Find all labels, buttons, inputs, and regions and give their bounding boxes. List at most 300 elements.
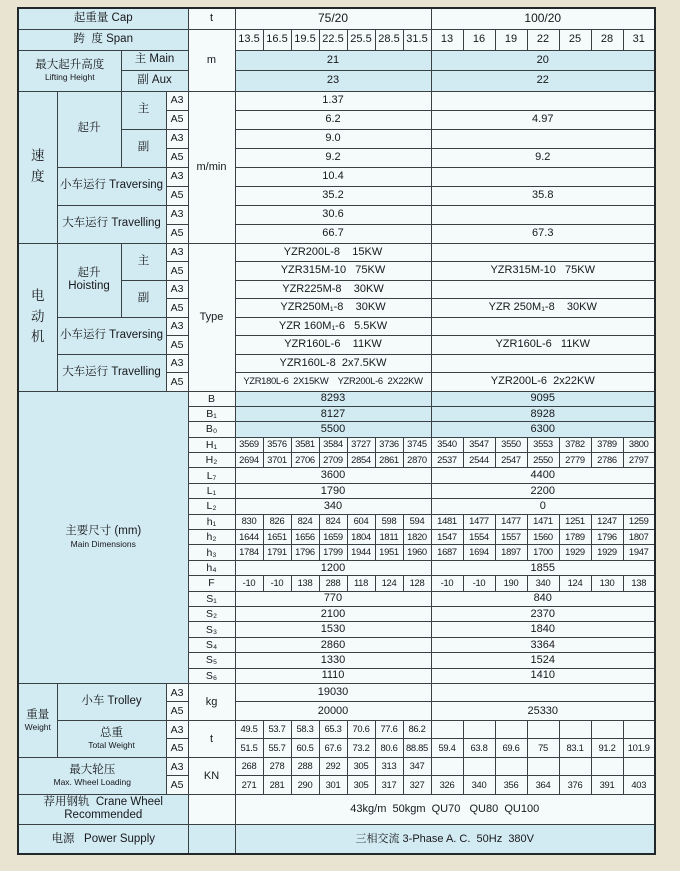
motor-traversing-label [57,317,166,354]
value-cell [431,622,655,637]
value-cell [495,453,527,468]
value-cell [235,317,431,336]
value-cell [431,468,655,483]
cell-text: t [209,732,214,745]
value-cell [166,186,188,205]
dim-row-label [188,576,235,591]
cell-subtext: Max. Wheel Loading [53,777,131,788]
value-cell [527,720,559,739]
value-cell [235,406,431,421]
value-cell [166,224,188,243]
cell-text: 340 [535,576,551,588]
cell-text: 2779 [565,453,585,465]
value-cell [166,243,188,262]
table-row [18,8,655,29]
value-cell [527,545,559,560]
total-weight-label [57,720,166,757]
weight-section-label [18,683,57,757]
cell-text: 138 [631,576,647,588]
value-cell [431,560,655,575]
value-cell [291,453,319,468]
table-row [18,243,655,262]
cell-text: YZR160L-6 11KW [495,338,591,351]
cell-text: 1687 [437,546,457,558]
cell-text: 49.5 [240,723,258,735]
value-cell [291,720,319,739]
dim-row-label [188,391,235,406]
value-cell [431,739,463,758]
value-cell [623,720,655,739]
value-cell [347,739,375,758]
dim-row-label [188,653,235,668]
cell-text: 70.6 [352,723,370,735]
value-cell [403,530,431,545]
value-cell [166,129,188,148]
value-cell [235,591,431,606]
value-cell [235,560,431,575]
dim-row-label [188,514,235,529]
cell-text: YZR160L-8 2x7.5KW [279,356,387,369]
value-cell [527,739,559,758]
cell-text: 268 [241,760,257,772]
value-cell [166,110,188,129]
value-cell [431,668,655,683]
cell-text: 1784 [239,546,259,558]
value-cell [463,530,495,545]
value-cell [431,243,655,262]
value-cell [235,530,263,545]
cell-text: 86.2 [408,723,426,735]
value-cell [235,336,431,355]
max-wheel-loading-label [18,757,166,794]
cell-text: h₄ [206,561,217,574]
unit-t-weight [188,720,235,757]
cell-text: 三相交流 3-Phase A. C. 50Hz 380V [355,832,535,845]
cell-text: 3547 [469,438,489,450]
value-cell [463,437,495,452]
cell-text: 1330 [320,654,346,667]
value-cell [291,576,319,591]
cell-text: 2706 [295,453,315,465]
cell-text: 9.0 [325,132,341,145]
value-cell [431,437,463,452]
value-cell [235,110,431,129]
cell-text: 100/20 [524,10,562,25]
motor-main-label [121,243,166,280]
value-cell [347,514,375,529]
value-cell [375,514,403,529]
cell-text: 2860 [320,638,346,651]
cell-text: 小车运行 Traversing [59,328,164,341]
value-cell [431,50,655,70]
cell-text: 51.5 [240,741,258,753]
cell-text: A5 [170,705,184,718]
cell-text: 19030 [317,686,349,699]
value-cell [166,167,188,186]
cell-text: A5 [170,113,184,126]
value-cell [235,50,431,70]
cell-text: B₀ [205,423,218,436]
cell-text: B [207,392,215,405]
cell-text: YZR315M-10 75KW [490,264,596,277]
cell-text: 1960 [407,546,427,558]
value-cell [623,530,655,545]
cell-text: 63.8 [470,741,488,753]
cell-text: YZR225M-8 30KW [282,282,384,295]
cell-subtext: Weight [24,721,51,732]
cell-text: S₅ [205,654,218,667]
cell-text: 43kg/m 50kgm QU70 QU80 QU100 [350,803,540,816]
unit-kn [188,757,235,794]
cell-text: 69.6 [502,741,520,753]
value-cell [319,576,347,591]
speed-section-label [18,91,57,243]
cell-text: A5 [170,189,184,202]
cell-text: 副 [137,291,150,304]
value-cell [463,29,495,50]
cell-text: 23 [326,74,340,87]
value-cell [527,437,559,452]
value-cell [431,391,655,406]
cell-text: 35.8 [532,189,554,202]
value-cell [559,776,591,795]
motor-section-label [18,243,57,391]
value-cell [403,545,431,560]
cell-text: 35.2 [322,189,344,202]
cell-text: 6.2 [325,113,341,126]
cell-text: 1477 [501,515,521,527]
value-cell [375,757,403,776]
value-cell [166,757,188,776]
cell-text: YZR250M₁-8 30KW [280,301,386,314]
cell-text: 598 [381,515,397,527]
value-cell [291,29,319,50]
value-cell [463,757,495,776]
value-cell [495,437,527,452]
value-cell [559,437,591,452]
value-cell [559,739,591,758]
value-cell [166,148,188,167]
value-cell [263,530,291,545]
value-cell [235,354,431,373]
cell-text: h₂ [206,531,217,544]
value-cell [235,468,431,483]
value-cell [463,453,495,468]
cell-text: 1811 [379,530,399,542]
speed-travelling-label [57,205,166,243]
cell-text: YZR 160M₁-6 5.5KW [278,319,388,332]
value-cell [431,224,655,243]
value-cell [403,739,431,758]
cell-text: YZR200L-6 2x22KW [490,375,595,388]
value-cell [319,453,347,468]
cell-text: 跨 度 Span [73,32,133,45]
value-cell [623,757,655,776]
cell-text: 3584 [323,438,343,450]
value-cell [559,720,591,739]
value-cell [463,545,495,560]
cell-text: 824 [297,515,313,527]
value-cell [347,29,375,50]
value-cell [235,653,431,668]
cell-text: 3569 [239,438,259,450]
cell-text: 起升 Hoisting [68,266,110,292]
cell-text: 75 [538,741,548,753]
cell-text: 1524 [530,654,555,667]
value-cell [527,530,559,545]
cell-text: 327 [409,778,425,790]
speed-traversing-label [57,167,166,205]
dim-row-label [188,545,235,560]
value-cell [235,776,263,795]
cell-text: 55.7 [268,741,286,753]
value-cell [235,483,431,498]
cell-text: 2854 [351,453,371,465]
value-cell [623,545,655,560]
value-cell [235,453,263,468]
cell-text: 1481 [437,515,457,527]
value-cell [235,29,263,50]
cell-text: 1789 [565,530,585,542]
cell-text: 128 [409,576,425,588]
cell-text: S₂ [205,608,218,621]
table-row [18,794,655,824]
value-cell [431,29,463,50]
value-cell [431,591,655,606]
value-cell [431,453,463,468]
cell-text: L₂ [206,500,217,513]
value-cell [431,499,655,514]
dim-row-label [188,499,235,514]
value-cell [431,186,655,205]
value-cell [431,483,655,498]
value-cell [347,437,375,452]
cell-text: 22.5 [322,33,344,46]
value-cell [347,545,375,560]
value-cell [319,757,347,776]
cell-text: 19.5 [294,33,316,46]
value-cell [623,514,655,529]
cell-text: 340 [471,778,487,790]
cell-text: 1807 [628,530,649,542]
cell-text: 20000 [317,704,349,717]
cell-text: 77.6 [380,723,398,735]
cell-text: 3727 [351,438,371,450]
value-cell [431,406,655,421]
value-cell [431,129,655,148]
cell-text: L₁ [206,485,217,497]
rail-recommended-label [18,794,188,824]
cell-text: 594 [409,515,425,527]
value-cell [319,514,347,529]
value-cell [403,453,431,468]
table-row [18,757,655,776]
cell-text: 301 [325,778,341,790]
cell-text: H₂ [205,454,218,467]
value-cell [591,453,623,468]
cell-text: 2537 [437,453,457,465]
value-cell [235,129,431,148]
value-cell [319,739,347,758]
value-cell [559,757,591,776]
value-cell [591,739,623,758]
cell-text: 53.7 [268,723,286,735]
cell-text: 1947 [628,546,649,558]
value-cell [403,514,431,529]
value-cell [591,29,623,50]
cell-text: 88.85 [406,741,428,753]
cell-text: 190 [503,576,519,588]
cell-text: A3 [170,208,184,221]
cell-text: 75/20 [317,10,349,25]
value-cell [291,437,319,452]
cell-text: 1694 [469,546,489,558]
motor-aux-label [121,280,166,317]
spec-table-body [18,8,655,854]
cell-text: 1944 [351,546,371,558]
cell-text: A3 [170,283,184,296]
cell-text: 总重 [100,727,123,740]
cell-text: 288 [325,576,341,588]
unit-t [188,8,235,29]
value-cell [319,720,347,739]
cell-subtext: Main Dimensions [70,538,136,549]
value-cell [263,514,291,529]
cell-text: 电动机 [31,287,45,345]
value-cell [431,299,655,318]
value-cell [431,317,655,336]
cell-text: 403 [631,778,647,790]
cell-text: 4.97 [532,113,554,126]
cell-text: 3364 [530,638,555,651]
capacity-100-20 [431,8,655,29]
cell-text: 2100 [320,607,346,620]
dim-row-label [188,530,235,545]
value-cell [235,299,431,318]
value-cell [591,776,623,795]
value-cell [495,776,527,795]
value-cell [495,545,527,560]
value-cell [347,757,375,776]
value-cell [235,243,431,262]
cell-text: 1700 [533,546,553,558]
value-cell [431,653,655,668]
cell-text: 2786 [597,453,617,465]
value-cell [495,29,527,50]
value-cell [235,720,263,739]
value-cell [166,91,188,110]
cell-text: YZR160L-6 11KW [284,338,382,351]
cell-text: 1820 [407,530,427,542]
unit-m [188,29,235,91]
cell-text: A3 [170,320,184,333]
table-row [18,317,655,336]
cell-text: 3789 [597,438,617,450]
value-cell [375,739,403,758]
table-row [18,205,655,224]
value-cell [375,437,403,452]
cell-text: A3 [170,723,184,736]
value-cell [431,280,655,299]
value-cell [166,280,188,299]
table-row [18,354,655,373]
cell-text: 1200 [320,561,346,574]
cell-text: 16 [472,33,486,46]
value-cell [431,606,655,621]
value-cell [319,776,347,795]
value-cell [527,576,559,591]
cell-text: 376 [567,778,583,790]
value-cell [235,637,431,652]
dim-row-label [188,483,235,498]
value-cell [431,205,655,224]
value-cell [403,437,431,452]
value-cell [263,720,291,739]
value-cell [431,262,655,281]
cell-text: A5 [170,338,184,351]
cell-text: 271 [241,778,257,790]
cell-text: 124 [567,576,583,588]
cell-text: 9095 [530,392,555,405]
value-cell [495,530,527,545]
value-cell [591,576,623,591]
cell-text: 副 [137,141,150,154]
cell-text: 副 Aux [137,73,172,86]
value-cell [375,29,403,50]
value-cell [263,453,291,468]
value-cell [235,70,431,91]
cell-text: A5 [170,742,184,755]
value-cell [623,29,655,50]
value-cell [347,576,375,591]
value-cell [623,453,655,468]
cell-text: 1259 [628,515,649,527]
value-cell [166,317,188,336]
power-supply-label [18,824,188,854]
value-cell [263,739,291,758]
value-cell [235,280,431,299]
cell-text: 最大起升高度 [35,58,105,71]
value-cell [403,757,431,776]
cell-text: Type [199,310,224,323]
value-cell [263,757,291,776]
value-cell [431,720,463,739]
cell-text: A3 [170,246,184,259]
cell-text: 65.3 [324,723,342,735]
cell-text: 2870 [407,453,427,465]
rail-recommended-value [235,794,655,824]
value-cell [235,422,431,437]
value-cell [559,514,591,529]
cell-text: 347 [409,760,425,772]
trolley-label [57,683,166,720]
cell-text: 1110 [321,669,345,682]
cell-text: 9.2 [535,151,551,164]
value-cell [527,514,559,529]
cell-text: 1796 [597,530,617,542]
value-cell [291,514,319,529]
table-row [18,167,655,186]
value-cell [623,739,655,758]
value-cell [263,545,291,560]
cell-text: 826 [269,515,285,527]
value-cell [431,148,655,167]
cell-text: 1796 [295,546,315,558]
unit-m-min [188,91,235,243]
value-cell [559,545,591,560]
dim-row-label [188,637,235,652]
cell-text: 3736 [379,438,399,450]
